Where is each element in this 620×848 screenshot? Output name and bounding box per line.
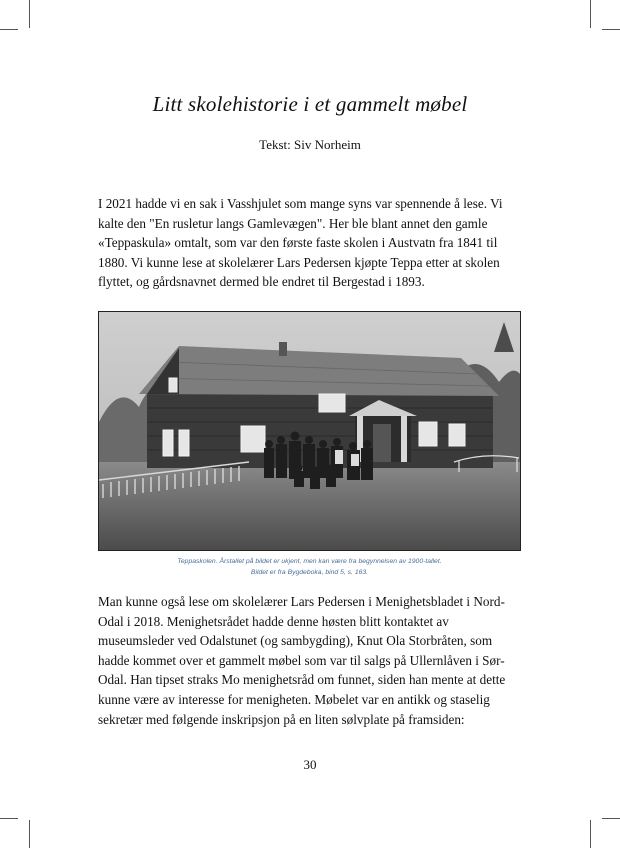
photo-caption-line-2: Bildet er fra Bygdeboka, bind 5, s. 163. <box>250 569 369 576</box>
article-title: Litt skolehistorie i et gammelt møbel <box>152 92 468 116</box>
crop-mark <box>590 0 591 28</box>
schoolhouse-photo-image <box>99 312 521 551</box>
photo-caption-line-1: Teppaskolen. Årstallet på bildet er ukjent, men kan være fra begynnelsen av 1900-tallet. <box>177 558 442 565</box>
page-number: 30 <box>303 757 317 772</box>
paragraph-intro: I 2021 hadde vi en sak i Vasshjulet som mange syns var spennende å lese. Vi kalte den "En rusletur langs Gamlevægen". Her ble blant annet den gamle «Teppaskula» omtalt, som var den første faste skolen i Austvatn fra 1841 til 1880. Vi kunne lese at skolelærer Lars Pedersen kjøpte Teppa etter at skolen flyttet, og gårdsnavnet dermed ble endret til Bergestad i 1893. <box>98 196 503 290</box>
historical-photo <box>98 311 521 551</box>
photo-caption <box>98 556 521 578</box>
crop-mark <box>602 818 620 819</box>
paragraph-menighetsbladet: Man kunne også lese om skolelærer Lars Pedersen i Menighetsbladet i Nord-Odal i 2018. Menighetsrådet hadde denne høsten blitt kontaktet av museumsleder ved Odalstunet (og sambygding), Knut Ola Storbråten, som hadde kommet over et gammelt møbel som var til salgs på Ullernlåven i Sør-Odal. Han tipset straks Mo menighetsråd om funnet, siden han mente at dette kunne være av interesse for menigheten. Møbelet var en antikk og staselig sekretær med følgende inskripsjon på en liten sølvplate på framsiden: <box>98 594 506 727</box>
crop-mark <box>590 820 591 848</box>
crop-mark <box>29 0 30 28</box>
crop-mark <box>0 818 18 819</box>
article-author: Tekst: Siv Norheim <box>259 137 361 152</box>
crop-mark <box>0 29 18 30</box>
crop-mark <box>29 820 30 848</box>
crop-mark <box>602 29 620 30</box>
